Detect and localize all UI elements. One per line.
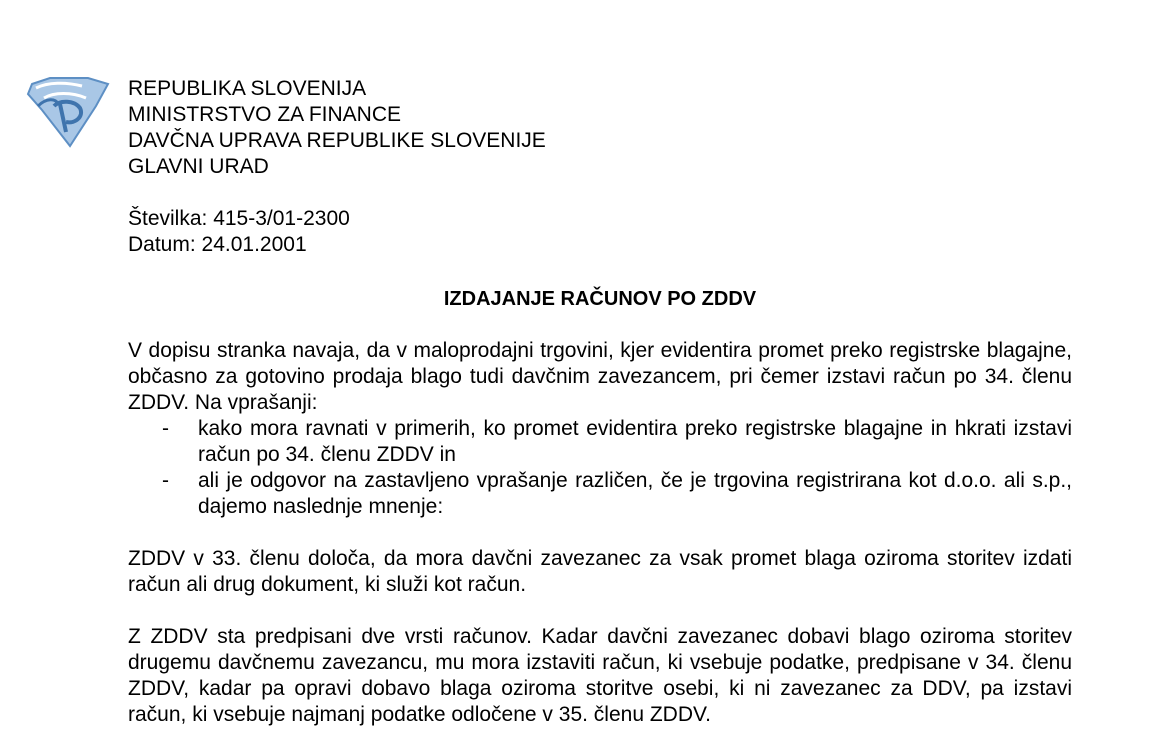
list-item <box>128 416 1072 468</box>
header-line-head-office: GLAVNI URAD <box>128 155 269 178</box>
question-list <box>128 416 1072 520</box>
document-body <box>128 338 1072 728</box>
document-number: Številka: 415-3/01-2300 <box>128 207 350 230</box>
paragraph-article-33: ZDDV v 33. členu določa, da mora davčni zavezanec za vsak promet blaga oziroma storitev izdati račun ali drug dokument, ki služi kot račun. <box>128 547 1072 596</box>
header-line-republic: REPUBLIKA SLOVENIJA <box>128 77 367 100</box>
tax-administration-logo-icon <box>26 76 112 150</box>
document-title: IZDAJANJE RAČUNOV PO ZDDV <box>443 288 757 310</box>
institution-header <box>128 76 546 180</box>
list-item <box>128 468 1072 520</box>
header-line-ministry: MINISTRSTVO ZA FINANCE <box>128 103 402 126</box>
list-bullet: - <box>162 417 169 440</box>
list-item-text: kako mora ravnati v primerih, ko promet evidentira preko registrske blagajne in hkrati izstavi račun po 34. členu ZDDV in <box>198 417 1072 466</box>
list-item-text: ali je odgovor na zastavljeno vprašanje različen, če je trgovina registrirana kot d.o.o. ali s.p., dajemo naslednje mnenje: <box>198 469 1072 518</box>
paragraph-invoice-types: Z ZDDV sta predpisani dve vrsti računov. Kadar davčni zavezanec dobavi blago oziroma storitev drugemu davčnemu zavezancu, mu mora izstaviti račun, ki vsebuje podatke, predpisane v 34. členu ZDDV, kadar pa opravi dobavo blaga oziroma storitve osebi, ki ni zavezanec za DDV, pa izstavi račun, ki vsebuje najmanj podatke odločene v 35. členu ZDDV. <box>128 625 1072 726</box>
list-bullet: - <box>162 469 169 492</box>
paragraph-intro: V dopisu stranka navaja, da v maloprodajni trgovini, kjer evidentira promet preko registrske blagajne, občasno za gotovino prodaja blago tudi davčnim zavezancem, pri čemer izstavi račun po 34. členu ZDDV. Na vprašanji: <box>128 339 1072 414</box>
header-line-tax-administration: DAVČNA UPRAVA REPUBLIKE SLOVENIJE <box>128 129 546 152</box>
document-date: Datum: 24.01.2001 <box>128 233 307 256</box>
document-reference <box>128 206 350 258</box>
